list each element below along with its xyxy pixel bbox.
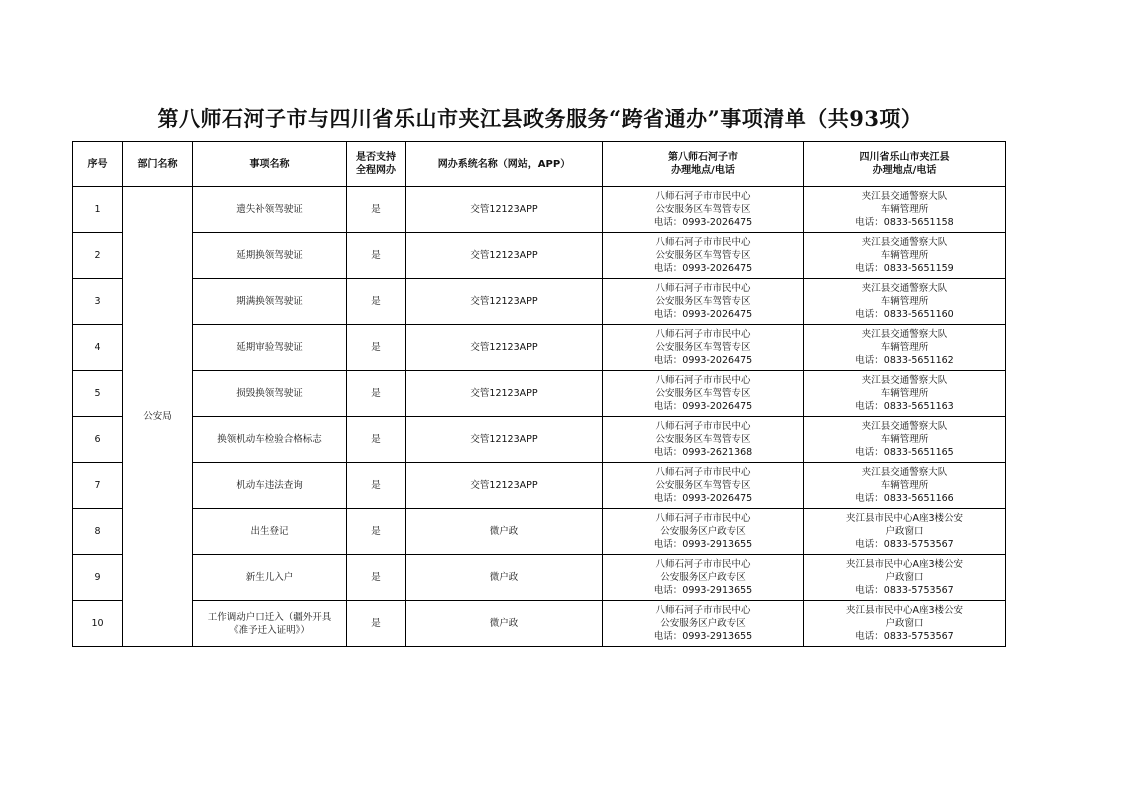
department-cell: 公安局 — [123, 187, 193, 647]
seq-cell: 9 — [73, 555, 123, 601]
seq-cell: 6 — [73, 417, 123, 463]
table-row — [73, 325, 1006, 371]
online-cell: 是 — [347, 509, 406, 555]
shz-location-cell: 八师石河子市市民中心 公安服务区户政专区 电话：0993-2913655 — [603, 555, 804, 601]
shz-location-cell: 八师石河子市市民中心 公安服务区户政专区 电话：0993-2913655 — [603, 601, 804, 647]
shz-location-cell: 八师石河子市市民中心 公安服务区户政专区 电话：0993-2913655 — [603, 509, 804, 555]
table-row — [73, 187, 1006, 233]
jj-location-cell: 夹江县市民中心A座3楼公安 户政窗口 电话：0833-5753567 — [804, 555, 1006, 601]
shz-location-cell: 八师石河子市市民中心 公安服务区车驾管专区 电话：0993-2026475 — [603, 279, 804, 325]
seq-cell: 2 — [73, 233, 123, 279]
table-row — [73, 417, 1006, 463]
item-cell: 延期换领驾驶证 — [193, 233, 347, 279]
table-row — [73, 371, 1006, 417]
online-cell: 是 — [347, 371, 406, 417]
system-cell: 微户政 — [406, 555, 603, 601]
page-title: 第八师石河子市与四川省乐山市夹江县政务服务“跨省通办”事项清单（共93项） — [157, 106, 923, 131]
seq-cell: 10 — [73, 601, 123, 647]
system-cell: 微户政 — [406, 509, 603, 555]
item-cell: 遗失补领驾驶证 — [193, 187, 347, 233]
item-cell: 出生登记 — [193, 509, 347, 555]
online-cell: 是 — [347, 233, 406, 279]
system-cell: 交管12123APP — [406, 371, 603, 417]
jj-location-cell: 夹江县市民中心A座3楼公安 户政窗口 电话：0833-5753567 — [804, 509, 1006, 555]
shz-location-cell: 八师石河子市市民中心 公安服务区车驾管专区 电话：0993-2026475 — [603, 325, 804, 371]
shz-location-cell: 八师石河子市市民中心 公安服务区车驾管专区 电话：0993-2621368 — [603, 417, 804, 463]
header-online: 是否支持 全程网办 — [347, 142, 406, 187]
table-row — [73, 601, 1006, 647]
header-seq: 序号 — [73, 142, 123, 187]
item-cell: 延期审验驾驶证 — [193, 325, 347, 371]
table-row — [73, 279, 1006, 325]
header-dept: 部门名称 — [123, 142, 193, 187]
item-cell: 损毁换领驾驶证 — [193, 371, 347, 417]
jj-location-cell: 夹江县交通警察大队 车辆管理所 电话：0833-5651163 — [804, 371, 1006, 417]
system-cell: 交管12123APP — [406, 233, 603, 279]
item-cell: 期满换领驾驶证 — [193, 279, 347, 325]
system-cell: 交管12123APP — [406, 463, 603, 509]
table-row — [73, 555, 1006, 601]
online-cell: 是 — [347, 279, 406, 325]
system-cell: 交管12123APP — [406, 417, 603, 463]
system-cell: 交管12123APP — [406, 279, 603, 325]
jj-location-cell: 夹江县市民中心A座3楼公安 户政窗口 电话：0833-5753567 — [804, 601, 1006, 647]
header-shz: 第八师石河子市 办理地点/电话 — [603, 142, 804, 187]
online-cell: 是 — [347, 601, 406, 647]
table-header-row — [73, 142, 1006, 187]
item-cell: 机动车违法查询 — [193, 463, 347, 509]
system-cell: 交管12123APP — [406, 187, 603, 233]
system-cell: 交管12123APP — [406, 325, 603, 371]
matters-table — [72, 141, 1006, 647]
shz-location-cell: 八师石河子市市民中心 公安服务区车驾管专区 电话：0993-2026475 — [603, 233, 804, 279]
table-row — [73, 509, 1006, 555]
jj-location-cell: 夹江县交通警察大队 车辆管理所 电话：0833-5651162 — [804, 325, 1006, 371]
online-cell: 是 — [347, 463, 406, 509]
header-jj: 四川省乐山市夹江县 办理地点/电话 — [804, 142, 1006, 187]
online-cell: 是 — [347, 417, 406, 463]
seq-cell: 3 — [73, 279, 123, 325]
system-cell: 微户政 — [406, 601, 603, 647]
seq-cell: 7 — [73, 463, 123, 509]
item-cell: 换领机动车检验合格标志 — [193, 417, 347, 463]
seq-cell: 1 — [73, 187, 123, 233]
jj-location-cell: 夹江县交通警察大队 车辆管理所 电话：0833-5651159 — [804, 233, 1006, 279]
shz-location-cell: 八师石河子市市民中心 公安服务区车驾管专区 电话：0993-2026475 — [603, 463, 804, 509]
jj-location-cell: 夹江县交通警察大队 车辆管理所 电话：0833-5651158 — [804, 187, 1006, 233]
jj-location-cell: 夹江县交通警察大队 车辆管理所 电话：0833-5651165 — [804, 417, 1006, 463]
shz-location-cell: 八师石河子市市民中心 公安服务区车驾管专区 电话：0993-2026475 — [603, 371, 804, 417]
item-cell: 工作调动户口迁入（疆外开具 《准予迁入证明》） — [193, 601, 347, 647]
item-cell: 新生儿入户 — [193, 555, 347, 601]
jj-location-cell: 夹江县交通警察大队 车辆管理所 电话：0833-5651160 — [804, 279, 1006, 325]
header-item: 事项名称 — [193, 142, 347, 187]
shz-location-cell: 八师石河子市市民中心 公安服务区车驾管专区 电话：0993-2026475 — [603, 187, 804, 233]
table-row — [73, 463, 1006, 509]
table-row — [73, 233, 1006, 279]
jj-location-cell: 夹江县交通警察大队 车辆管理所 电话：0833-5651166 — [804, 463, 1006, 509]
online-cell: 是 — [347, 187, 406, 233]
online-cell: 是 — [347, 325, 406, 371]
seq-cell: 5 — [73, 371, 123, 417]
online-cell: 是 — [347, 555, 406, 601]
header-system: 网办系统名称（网站，APP） — [406, 142, 603, 187]
seq-cell: 4 — [73, 325, 123, 371]
seq-cell: 8 — [73, 509, 123, 555]
